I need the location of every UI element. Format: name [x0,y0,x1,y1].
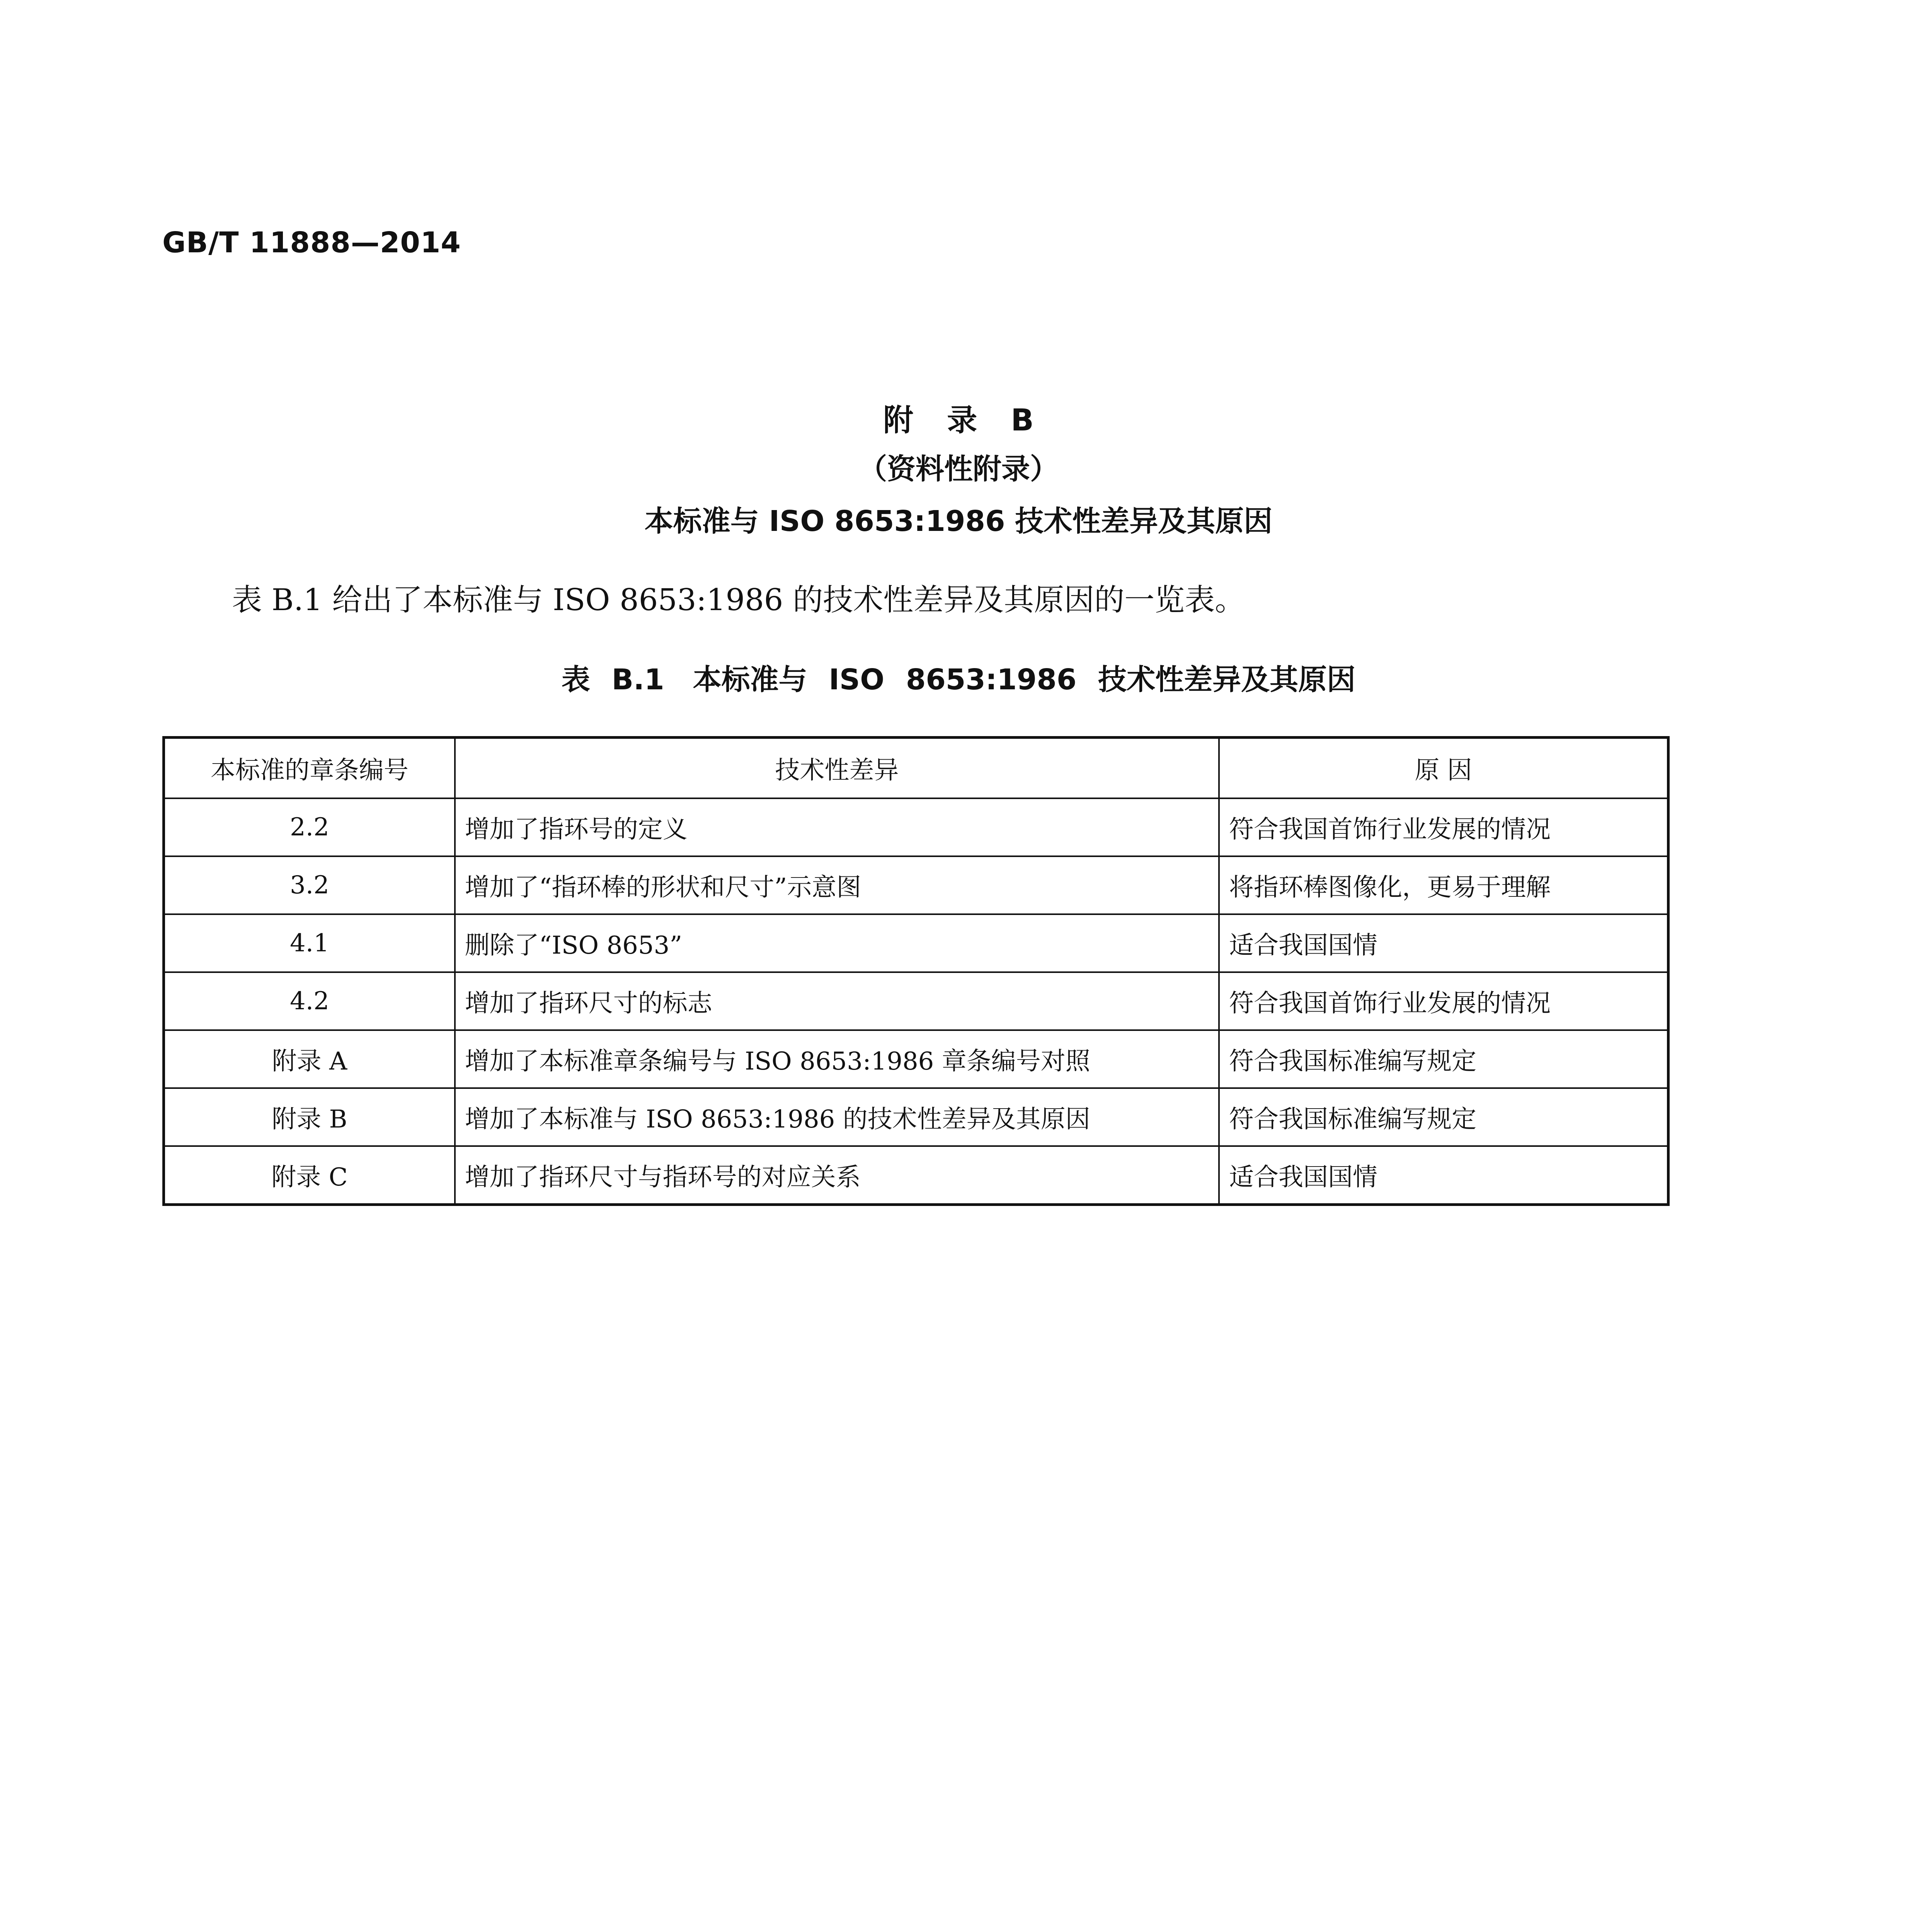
difference-cell: 增加了“指环棒的形状和尺寸”示意图 [455,856,1219,914]
annex-type: （资料性附录） [858,452,1059,486]
clause-number-cell: 2.2 [164,798,455,856]
reason-cell: 符合我国标准编写规定 [1219,1030,1668,1088]
header-reason: 原 因 [1219,738,1668,799]
table-header-row [164,738,1668,799]
table-row [164,972,1668,1030]
clause-number-cell: 附录 C [164,1146,455,1205]
standard-code: GB/T 11888—2014 [162,226,461,259]
table-row [164,856,1668,914]
clause-number-cell: 3.2 [164,856,455,914]
difference-cell: 删除了“ISO 8653” [455,914,1219,972]
reason-cell: 适合我国国情 [1219,1146,1668,1205]
clause-number-cell: 附录 A [164,1030,455,1088]
reason-cell: 符合我国标准编写规定 [1219,1088,1668,1146]
intro-paragraph: 表 B.1 给出了本标准与 ISO 8653:1986 的技术性差异及其原因的一览表。 [232,583,1245,617]
annex-title: 本标准与 ISO 8653:1986 技术性差异及其原因 [644,505,1273,538]
table-row [164,798,1668,856]
reason-cell: 适合我国国情 [1219,914,1668,972]
table-row [164,1088,1668,1146]
table-row [164,1146,1668,1205]
difference-cell: 增加了指环尺寸与指环号的对应关系 [455,1146,1219,1205]
reason-cell: 将指环棒图像化，更易于理解 [1219,856,1668,914]
table-row [164,1030,1668,1088]
difference-cell: 增加了本标准章条编号与 ISO 8653:1986 章条编号对照 [455,1030,1219,1088]
clause-number-cell: 4.1 [164,914,455,972]
clause-number-cell: 4.2 [164,972,455,1030]
difference-cell: 增加了指环尺寸的标志 [455,972,1219,1030]
clause-number-cell: 附录 B [164,1088,455,1146]
header-technical-difference: 技术性差异 [455,738,1219,799]
header-clause-number: 本标准的章条编号 [164,738,455,799]
difference-cell: 增加了本标准与 ISO 8653:1986 的技术性差异及其原因 [455,1088,1219,1146]
table-caption: 表 B.1 本标准与 ISO 8653:1986 技术性差异及其原因 [561,663,1356,696]
difference-cell: 增加了指环号的定义 [455,798,1219,856]
table-row [164,914,1668,972]
reason-cell: 符合我国首饰行业发展的情况 [1219,972,1668,1030]
technical-differences-table [162,736,1670,1206]
annex-label: 附 录 B [883,403,1034,438]
reason-cell: 符合我国首饰行业发展的情况 [1219,798,1668,856]
